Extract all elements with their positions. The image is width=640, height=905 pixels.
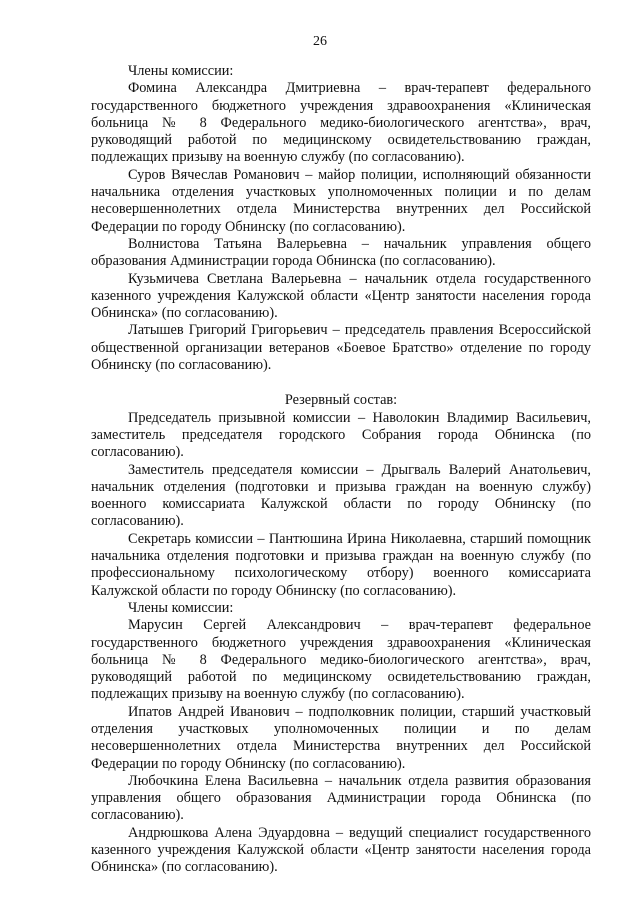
reserve-secretary-paragraph: Секретарь комиссии – Пантюшина Ирина Николаевна, старший помощник начальника отделения подготовки и призыва граждан на военную службу (по профессиональному психологическому отбору) военного комиссариата Калужской области по городу Обнинску (по согласованию). <box>91 530 591 599</box>
member-paragraph: Суров Вячеслав Романович – майор полиции, исполняющий обязанности начальника отделения участковых уполномоченных полиции и по делам несовершеннолетних отдела Министерства внутренних дел Российской Федерации по городу Обнинску (по согласованию). <box>91 166 591 235</box>
members-heading: Члены комиссии: <box>128 63 234 79</box>
reserve-section-title: Резервный состав: <box>284 392 398 409</box>
document-body <box>91 63 591 877</box>
reserve-member-paragraph: Ипатов Андрей Иванович – подполковник полиции, старший участковый отделения участковых уполномоченных полиции и по делам несовершеннолетних отдела Министерства внутренних дел Российской Федерации по городу Обнинску (по согласованию). <box>91 703 591 772</box>
reserve-member-paragraph: Любочкина Елена Васильевна – начальник отдела развития образования управления общего образования Администрации города Обнинска (по согласованию). <box>91 772 591 824</box>
reserve-member-paragraph: Марусин Сергей Александрович – врач-терапевт федеральное государственного бюджетного учреждения здравоохранения «Клиническая больница № 8 Федерального медико-биологического агентства», врач, руководящий работой по медицинскому освидетельствованию граждан, подлежащих призыву на военную службу (по согласованию). <box>91 617 591 703</box>
page-number: 26 <box>313 34 327 49</box>
member-paragraph: Фомина Александра Дмитриевна – врач-терапевт федерального государственного бюджетного учреждения здравоохранения «Клиническая больница № 8 Федерального медико-биологического агентства», врач, руководящий работой по медицинскому освидетельствованию граждан, подлежащих призыву на военную службу (по согласованию). <box>91 80 591 166</box>
member-paragraph: Латышев Григорий Григорьевич – председатель правления Всероссийской общественной организации ветеранов «Боевое Братство» отделение по городу Обнинску (по согласованию). <box>91 322 591 374</box>
reserve-members-heading: Члены комиссии: <box>128 599 234 616</box>
reserve-member-paragraph: Андрюшкова Алена Эдуардовна – ведущий специалист государственного казенного учреждения Калужской области «Центр занятости населения города Обнинска» (по согласованию). <box>91 824 591 876</box>
reserve-deputy-paragraph: Заместитель председателя комиссии – Дрыгваль Валерий Анатольевич, начальник отделения (подготовки и призыва граждан на военную службу) военного комиссариата Калужской области по городу Обнинску (по согласованию). <box>91 461 591 530</box>
member-paragraph: Кузьмичева Светлана Валерьевна – начальник отдела государственного казенного учреждения Калужской области «Центр занятости населения города Обнинска» (по согласованию). <box>91 270 591 322</box>
reserve-chairman-paragraph: Председатель призывной комиссии – Наволокин Владимир Васильевич, заместитель председателя городского Собрания города Обнинска (по согласованию). <box>91 409 591 461</box>
member-paragraph: Волнистова Татьяна Валерьевна – начальник управления общего образования Администрации города Обнинска (по согласованию). <box>91 235 591 270</box>
